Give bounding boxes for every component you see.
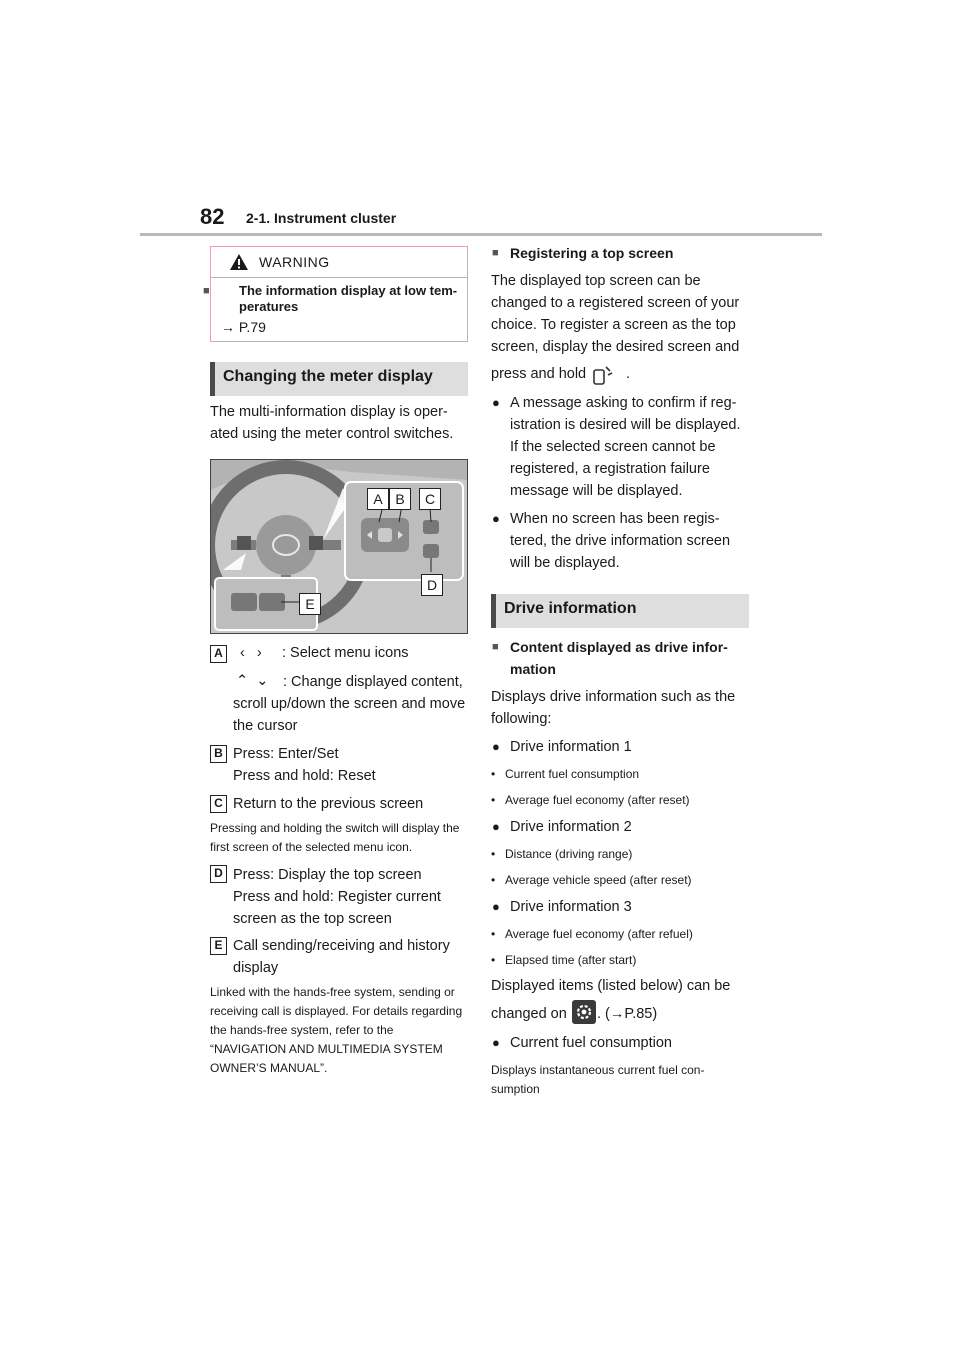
current-fuel-bullet: ● Current fuel consumption xyxy=(510,1032,672,1054)
item-d-line1: Press: Display the top screen xyxy=(233,867,422,883)
figure-label-a: A xyxy=(367,488,389,510)
item-letter-e: E xyxy=(210,937,227,955)
item-b-line1: Press: Enter/Set xyxy=(233,746,339,762)
registering-bullet-1: ● A message asking to confirm if reg-istration is desired will be displayed. If the selected screen cannot be registered, a registration failure message will be displayed. xyxy=(510,392,750,502)
drive-info-group-2-item-1: • Distance (driving range) xyxy=(505,845,632,864)
drive-info-subheading: ■ Content displayed as drive infor-mation xyxy=(510,636,750,680)
registering-press-hold: press and hold xyxy=(491,366,587,382)
steering-wheel-figure xyxy=(210,459,468,634)
item-letter-d: D xyxy=(210,865,227,883)
warning-item-text: The information display at low tem-peratures xyxy=(239,283,458,314)
settings-reference: . (→P.85) xyxy=(597,1006,658,1022)
drive-info-group-1-item-2: • Average fuel economy (after reset) xyxy=(505,791,690,810)
warning-title: WARNING xyxy=(259,254,330,270)
item-a-line2: : Change displayed content, scroll up/down the screen and move the cursor xyxy=(233,674,466,734)
warning-reference: → P.79 xyxy=(221,319,266,335)
registering-bullet-2: ● When no screen has been regis-tered, the drive information screen will be displayed. xyxy=(510,508,750,574)
registering-subheading: ■ Registering a top screen xyxy=(510,242,673,264)
drive-info-group-2: ● Drive information 2 xyxy=(510,816,632,838)
figure-label-c: C xyxy=(419,488,441,510)
warning-item xyxy=(221,283,469,315)
item-d-line2: Press and hold: Register current screen as the top screen xyxy=(233,889,441,927)
figure-label-e: E xyxy=(299,593,321,615)
heading-text: Changing the meter display xyxy=(223,368,433,385)
item-a-line1: : Select menu icons xyxy=(282,645,409,661)
drive-info-group-1-item-1: • Current fuel consumption xyxy=(505,765,639,784)
heading-changing-meter-display xyxy=(210,362,468,396)
section-title: 2-1. Instrument cluster xyxy=(246,210,397,226)
left-right-arrows-icon: ‹ › xyxy=(240,645,262,661)
item-letter-a: A xyxy=(210,645,227,663)
changed-on-text: changed on xyxy=(491,1006,567,1022)
phone-hold-icon xyxy=(592,364,614,386)
page-number: 82 xyxy=(200,204,225,229)
settings-gear-icon xyxy=(572,1000,596,1024)
item-e-line1: Call sending/receiving and history display xyxy=(233,938,450,976)
item-b-line2: Press and hold: Reset xyxy=(233,768,376,784)
registering-period: . xyxy=(626,366,631,382)
drive-info-intro: Displays drive information such as the following: xyxy=(491,689,736,727)
heading-text: Drive information xyxy=(504,600,637,617)
drive-info-group-1: ● Drive information 1 xyxy=(510,736,632,758)
item-letter-c: C xyxy=(210,795,227,813)
item-c-note: Pressing and holding the switch will display the first screen of the selected menu icon. xyxy=(210,821,460,854)
warning-triangle-icon xyxy=(229,253,249,271)
item-c-line1: Return to the previous screen xyxy=(233,796,424,812)
warning-box xyxy=(210,246,468,342)
steering-wheel-illustration xyxy=(211,460,468,634)
warning-header xyxy=(211,247,467,278)
current-fuel-desc: Displays instantaneous current fuel con-sumption xyxy=(491,1063,705,1096)
drive-info-group-2-item-2: • Average vehicle speed (after reset) xyxy=(505,871,692,890)
item-letter-b: B xyxy=(210,745,227,763)
registering-text: The displayed top screen can be changed to a registered screen of your choice. To register a screen as the top screen, display the desired screen and xyxy=(491,273,740,355)
up-down-arrows-icon: ⌃ ⌄ xyxy=(236,673,269,689)
item-e-note: Linked with the hands-free system, sending or receiving call is displayed. For details regarding the hands-free system, refer to the “NAVIGATION AND MULTIMEDIA SYSTEM OWNER’S MANUAL”. xyxy=(210,985,463,1075)
heading-drive-information xyxy=(491,594,749,628)
header-rule xyxy=(140,233,822,236)
drive-info-group-3-item-1: • Average fuel economy (after refuel) xyxy=(505,925,693,944)
figure-label-d: D xyxy=(421,574,443,596)
changing-intro: The multi-information display is oper-ated using the meter control switches. xyxy=(210,404,454,442)
drive-info-group-3-item-2: • Elapsed time (after start) xyxy=(505,951,636,970)
figure-label-b: B xyxy=(389,488,411,510)
displayed-items-text: Displayed items (listed below) can be xyxy=(491,978,731,994)
drive-info-group-3: ● Drive information 3 xyxy=(510,896,632,918)
